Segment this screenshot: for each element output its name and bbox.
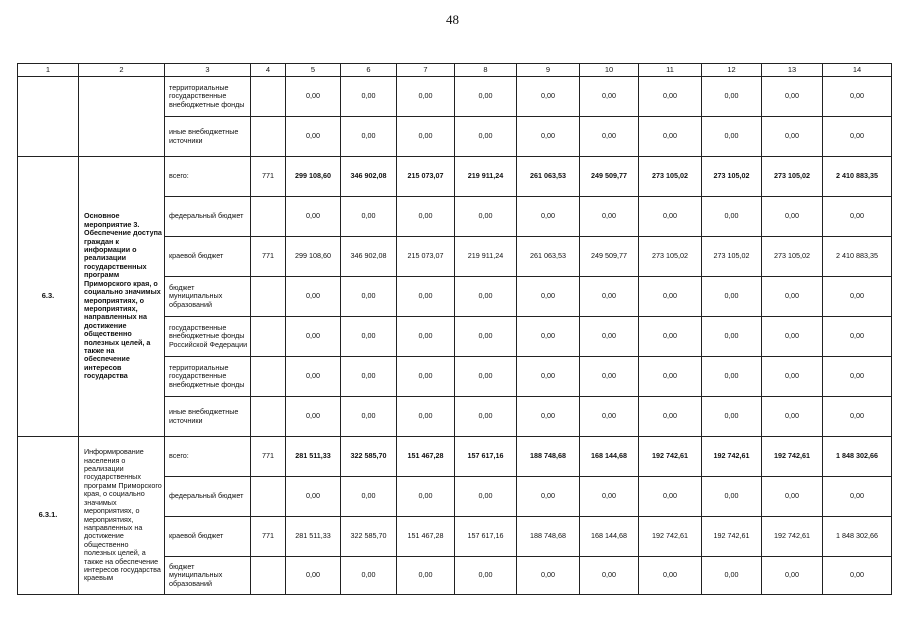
- amount-cell: 151 467,28: [397, 517, 455, 557]
- column-number-row: [18, 64, 892, 77]
- funding-source: краевой бюджет: [165, 517, 251, 557]
- funding-source: всего:: [165, 437, 251, 477]
- amount-cell: 0,00: [341, 357, 397, 397]
- amount-cell: 0,00: [580, 397, 639, 437]
- amount-cell: 151 467,28: [397, 437, 455, 477]
- amount-cell: 0,00: [823, 277, 892, 317]
- amount-cell: 0,00: [455, 77, 517, 117]
- amount-cell: 0,00: [517, 77, 580, 117]
- amount-cell: 0,00: [455, 357, 517, 397]
- amount-cell: 188 748,68: [517, 517, 580, 557]
- amount-cell: 0,00: [517, 117, 580, 157]
- amount-cell: 0,00: [286, 397, 341, 437]
- amount-cell: 0,00: [286, 557, 341, 595]
- funding-source: федеральный бюджет: [165, 197, 251, 237]
- amount-cell: 273 105,02: [762, 157, 823, 197]
- amount-cell: 0,00: [286, 197, 341, 237]
- amount-cell: 0,00: [397, 117, 455, 157]
- amount-cell: 0,00: [517, 357, 580, 397]
- funding-source: федеральный бюджет: [165, 477, 251, 517]
- amount-cell: 157 617,16: [455, 437, 517, 477]
- amount-cell: 0,00: [455, 277, 517, 317]
- amount-cell: 1 848 302,66: [823, 437, 892, 477]
- amount-cell: 0,00: [580, 317, 639, 357]
- table-row: [18, 77, 892, 117]
- kbk-code: [251, 557, 286, 595]
- amount-cell: 0,00: [397, 197, 455, 237]
- amount-cell: 0,00: [341, 117, 397, 157]
- funding-source: бюджет муниципальных образований: [165, 557, 251, 595]
- amount-cell: 0,00: [286, 77, 341, 117]
- amount-cell: 0,00: [702, 197, 762, 237]
- amount-cell: 0,00: [702, 317, 762, 357]
- kbk-code: 771: [251, 517, 286, 557]
- funding-source: иные внебюджетные источники: [165, 397, 251, 437]
- amount-cell: 346 902,08: [341, 157, 397, 197]
- amount-cell: 0,00: [762, 277, 823, 317]
- column-number: 13: [762, 64, 823, 77]
- item-code: 6.3.1.: [18, 437, 79, 595]
- amount-cell: 0,00: [639, 397, 702, 437]
- amount-cell: 0,00: [286, 477, 341, 517]
- amount-cell: 281 511,33: [286, 437, 341, 477]
- amount-cell: 322 585,70: [341, 517, 397, 557]
- column-number: 7: [397, 64, 455, 77]
- amount-cell: 0,00: [517, 557, 580, 595]
- amount-cell: 0,00: [823, 397, 892, 437]
- column-number: 1: [18, 64, 79, 77]
- amount-cell: 219 911,24: [455, 237, 517, 277]
- amount-cell: 192 742,61: [762, 437, 823, 477]
- amount-cell: 0,00: [341, 277, 397, 317]
- column-number: 11: [639, 64, 702, 77]
- amount-cell: 299 108,60: [286, 237, 341, 277]
- amount-cell: 0,00: [517, 477, 580, 517]
- amount-cell: 0,00: [762, 77, 823, 117]
- amount-cell: 0,00: [341, 477, 397, 517]
- funding-source: краевой бюджет: [165, 237, 251, 277]
- amount-cell: 0,00: [286, 117, 341, 157]
- amount-cell: 0,00: [580, 277, 639, 317]
- amount-cell: 273 105,02: [702, 237, 762, 277]
- amount-cell: 261 063,53: [517, 237, 580, 277]
- amount-cell: 346 902,08: [341, 237, 397, 277]
- amount-cell: 0,00: [702, 77, 762, 117]
- amount-cell: 0,00: [762, 317, 823, 357]
- amount-cell: 0,00: [639, 197, 702, 237]
- amount-cell: 2 410 883,35: [823, 157, 892, 197]
- amount-cell: 0,00: [341, 317, 397, 357]
- amount-cell: 0,00: [639, 317, 702, 357]
- amount-cell: 0,00: [397, 557, 455, 595]
- amount-cell: 299 108,60: [286, 157, 341, 197]
- amount-cell: 0,00: [823, 557, 892, 595]
- amount-cell: 0,00: [580, 117, 639, 157]
- amount-cell: 273 105,02: [702, 157, 762, 197]
- kbk-code: [251, 197, 286, 237]
- page-number: 48: [446, 12, 459, 27]
- amount-cell: 322 585,70: [341, 437, 397, 477]
- amount-cell: 168 144,68: [580, 517, 639, 557]
- amount-cell: 215 073,07: [397, 157, 455, 197]
- column-number: 8: [455, 64, 517, 77]
- amount-cell: 0,00: [517, 397, 580, 437]
- amount-cell: 219 911,24: [455, 157, 517, 197]
- amount-cell: 0,00: [455, 117, 517, 157]
- amount-cell: 0,00: [517, 317, 580, 357]
- amount-cell: 0,00: [455, 317, 517, 357]
- amount-cell: 0,00: [639, 277, 702, 317]
- column-number: 10: [580, 64, 639, 77]
- amount-cell: 0,00: [702, 477, 762, 517]
- amount-cell: 0,00: [702, 557, 762, 595]
- amount-cell: 0,00: [762, 397, 823, 437]
- amount-cell: 192 742,61: [639, 437, 702, 477]
- item-code: 6.3.: [18, 157, 79, 437]
- amount-cell: 188 748,68: [517, 437, 580, 477]
- amount-cell: 0,00: [639, 357, 702, 397]
- amount-cell: 0,00: [762, 557, 823, 595]
- amount-cell: 192 742,61: [702, 437, 762, 477]
- column-number: 6: [341, 64, 397, 77]
- kbk-code: 771: [251, 437, 286, 477]
- kbk-code: [251, 117, 286, 157]
- kbk-code: [251, 77, 286, 117]
- item-code: [18, 77, 79, 157]
- amount-cell: 0,00: [639, 117, 702, 157]
- column-number: 14: [823, 64, 892, 77]
- amount-cell: 0,00: [823, 197, 892, 237]
- amount-cell: 0,00: [517, 197, 580, 237]
- kbk-code: 771: [251, 237, 286, 277]
- funding-source: государственные внебюджетные фонды Российской Федерации: [165, 317, 251, 357]
- item-name: Информирование населения о реализации государственных программ Приморского края, о социально значимых мероприятиях, о мероприятиях, направленных на достижение общественно полезных целей, а также на обеспечение интересов государства краевым: [79, 437, 165, 595]
- financing-table: [17, 63, 892, 595]
- amount-cell: 0,00: [286, 317, 341, 357]
- amount-cell: 0,00: [455, 557, 517, 595]
- amount-cell: 0,00: [341, 77, 397, 117]
- funding-source: территориальные государственные внебюджетные фонды: [165, 77, 251, 117]
- amount-cell: 0,00: [762, 477, 823, 517]
- column-number: 4: [251, 64, 286, 77]
- amount-cell: 0,00: [341, 197, 397, 237]
- amount-cell: 0,00: [823, 317, 892, 357]
- amount-cell: 0,00: [397, 77, 455, 117]
- funding-source: территориальные государственные внебюджетные фонды: [165, 357, 251, 397]
- amount-cell: 0,00: [397, 397, 455, 437]
- funding-source: бюджет муниципальных образований: [165, 277, 251, 317]
- amount-cell: 281 511,33: [286, 517, 341, 557]
- amount-cell: 0,00: [702, 277, 762, 317]
- amount-cell: 0,00: [455, 477, 517, 517]
- amount-cell: 0,00: [286, 277, 341, 317]
- column-number: 12: [702, 64, 762, 77]
- amount-cell: 192 742,61: [762, 517, 823, 557]
- amount-cell: 0,00: [639, 477, 702, 517]
- item-name: Основное мероприятие 3. Обеспечение доступа граждан к информации о реализации государственных программ Приморского края, о социально значимых мероприятиях, о мероприятиях, направленных на достижение общественно полезных целей, а также на обеспечение интересов государства: [79, 157, 165, 437]
- amount-cell: 273 105,02: [639, 157, 702, 197]
- amount-cell: 1 848 302,66: [823, 517, 892, 557]
- kbk-code: 771: [251, 157, 286, 197]
- amount-cell: 157 617,16: [455, 517, 517, 557]
- amount-cell: 0,00: [455, 197, 517, 237]
- amount-cell: 168 144,68: [580, 437, 639, 477]
- kbk-code: [251, 317, 286, 357]
- amount-cell: 0,00: [580, 557, 639, 595]
- amount-cell: 0,00: [455, 397, 517, 437]
- funding-source: всего:: [165, 157, 251, 197]
- amount-cell: 0,00: [397, 357, 455, 397]
- amount-cell: 0,00: [702, 357, 762, 397]
- amount-cell: 0,00: [762, 117, 823, 157]
- amount-cell: 0,00: [823, 77, 892, 117]
- amount-cell: 0,00: [580, 197, 639, 237]
- amount-cell: 273 105,02: [639, 237, 702, 277]
- amount-cell: 215 073,07: [397, 237, 455, 277]
- item-name: [79, 77, 165, 157]
- amount-cell: 0,00: [286, 357, 341, 397]
- amount-cell: 192 742,61: [639, 517, 702, 557]
- amount-cell: 0,00: [580, 357, 639, 397]
- column-number: 9: [517, 64, 580, 77]
- amount-cell: 2 410 883,35: [823, 237, 892, 277]
- column-number: 3: [165, 64, 251, 77]
- amount-cell: 0,00: [580, 77, 639, 117]
- amount-cell: 0,00: [397, 317, 455, 357]
- kbk-code: [251, 397, 286, 437]
- amount-cell: 0,00: [823, 357, 892, 397]
- amount-cell: 0,00: [639, 77, 702, 117]
- table-row: [18, 437, 892, 477]
- amount-cell: 0,00: [762, 357, 823, 397]
- table-row: [18, 157, 892, 197]
- column-number: 5: [286, 64, 341, 77]
- amount-cell: 0,00: [762, 197, 823, 237]
- column-number: 2: [79, 64, 165, 77]
- amount-cell: 0,00: [823, 117, 892, 157]
- funding-source: иные внебюджетные источники: [165, 117, 251, 157]
- amount-cell: 261 063,53: [517, 157, 580, 197]
- amount-cell: 0,00: [397, 477, 455, 517]
- amount-cell: 0,00: [580, 477, 639, 517]
- amount-cell: 0,00: [823, 477, 892, 517]
- kbk-code: [251, 277, 286, 317]
- amount-cell: 249 509,77: [580, 237, 639, 277]
- kbk-code: [251, 477, 286, 517]
- amount-cell: 0,00: [397, 277, 455, 317]
- amount-cell: 192 742,61: [702, 517, 762, 557]
- amount-cell: 0,00: [702, 117, 762, 157]
- amount-cell: 273 105,02: [762, 237, 823, 277]
- amount-cell: 0,00: [341, 397, 397, 437]
- amount-cell: 0,00: [517, 277, 580, 317]
- amount-cell: 0,00: [702, 397, 762, 437]
- amount-cell: 0,00: [341, 557, 397, 595]
- kbk-code: [251, 357, 286, 397]
- amount-cell: 249 509,77: [580, 157, 639, 197]
- amount-cell: 0,00: [639, 557, 702, 595]
